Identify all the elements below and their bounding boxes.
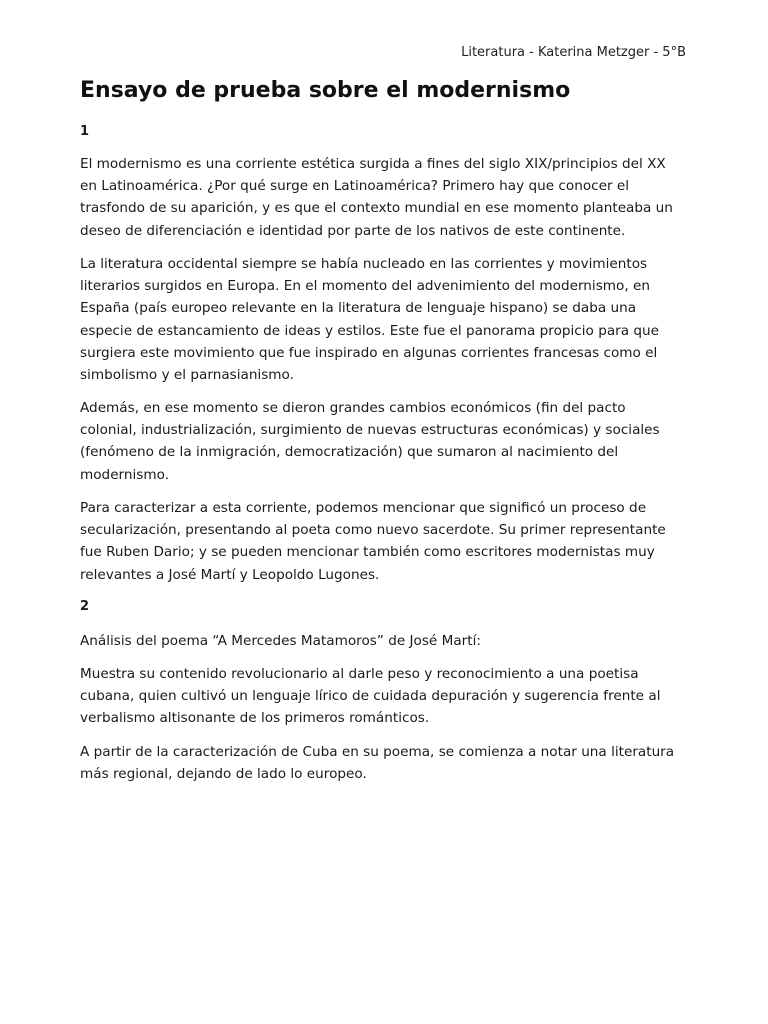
text-line: La literatura occidental siempre se había nucleado en las corrientes y movimientos (80, 256, 648, 272)
paragraph (80, 397, 686, 486)
text-line: cubana, quien cultivó un lenguaje lírico de cuidada depuración y sugerencia frente al (80, 688, 661, 705)
text-line: Muestra su contenido revolucionario al darle peso y reconocimiento a una poetisa (80, 666, 639, 682)
text-line: más regional, dejando de lado lo europeo. (80, 766, 367, 783)
text-line: colonial, industrialización, surgimiento de nuevas estructuras económicas) y sociales (80, 422, 660, 439)
text-line: Para caracterizar a esta corriente, podemos mencionar que significó un proceso de (80, 500, 647, 516)
page-title: Ensayo de prueba sobre el modernismo (80, 78, 571, 103)
text-line: Análisis del poema “A Mercedes Matamoros” de José Martí: (80, 633, 481, 649)
page-header: Literatura - Katerina Metzger - 5°B (461, 45, 686, 60)
section-number: 1 (80, 124, 90, 139)
text-line: relevantes a José Martí y Leopoldo Lugones. (80, 566, 380, 583)
text-line: España (país europeo relevante en la literatura de lenguaje hispano) se daba una (80, 300, 637, 317)
text-line: (fenómeno de la inmigración, democratización) que sumaron al nacimiento del (80, 444, 619, 461)
paragraph (80, 153, 686, 242)
text-line: deseo de diferenciación e identidad por parte de los nativos de este continente. (80, 222, 626, 239)
text-line: especie de estancamiento de ideas y estilos. Este fue el panorama propicio para que (80, 322, 660, 339)
paragraph (80, 497, 686, 586)
paragraph (80, 741, 686, 785)
paragraph (80, 253, 686, 386)
text-line: El modernismo es una corriente estética surgida a fines del siglo XIX/principios del XX (80, 156, 666, 172)
text-line: secularización, presentando al poeta como nuevo sacerdote. Su primer representante (80, 522, 666, 539)
text-line: fue Ruben Dario; y se pueden mencionar también como escritores modernistas muy (80, 544, 655, 561)
text-line: trasfondo de su aparición, y es que el contexto mundial en ese momento planteaba un (80, 200, 673, 217)
text-line: en Latinoamérica. ¿Por qué surge en Latinoamérica? Primero hay que conocer el (80, 178, 630, 195)
text-line: A partir de la caracterización de Cuba en su poema, se comienza a notar una literatura (80, 744, 675, 760)
text-line: modernismo. (80, 466, 170, 483)
text-line: simbolismo y el parnasianismo. (80, 367, 294, 384)
paragraph (80, 630, 686, 652)
section-number: 2 (80, 599, 90, 614)
text-line: surgiera este movimiento que fue inspirado en algunas corrientes francesas como el (80, 344, 658, 361)
paragraph (80, 663, 686, 730)
text-line: literarios surgidos en Europa. En el momento del advenimiento del modernismo, en (80, 278, 650, 295)
text-line: verbalismo altisonante de los primeros románticos. (80, 710, 430, 727)
text-line: Además, en ese momento se dieron grandes cambios económicos (fin del pacto (80, 400, 626, 416)
